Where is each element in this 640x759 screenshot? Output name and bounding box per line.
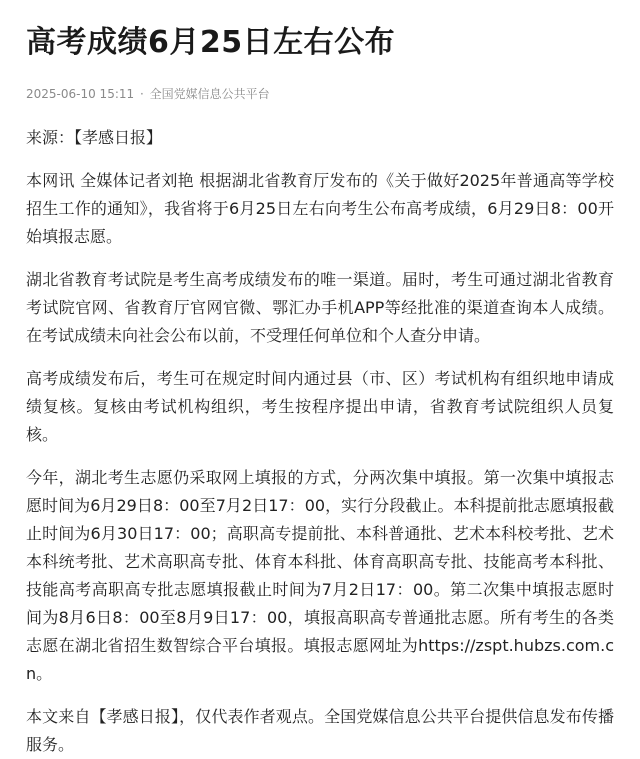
meta-separator: · xyxy=(139,87,144,101)
paragraph-4: 今年，湖北考生志愿仍采取网上填报的方式，分两次集中填报。第一次集中填报志愿时间为6月29日8：00至7月2日17：00，实行分段截止。本科提前批志愿填报截止时间为6月30日17：00；高职高专提前批、本科普通批、艺术本科校考批、艺术本科统考批、艺术高职高专批、体育本科批、体育高职高专批、技能高考本科批、技能高考高职高专批志愿填报截止时间为7月2日17：00。第二次集中填报志愿时间为8月6日8：00至8月9日17：00，填报高职高专普通批志愿。所有考生的各类志愿在湖北省招生数智综合平台填报。填报志愿网址为https://zspt.hubzs.com.cn。 xyxy=(26,468,614,683)
paragraph-5: 本文来自【孝感日报】，仅代表作者观点。全国党媒信息公共平台提供信息发布传播服务。 xyxy=(26,707,614,754)
publish-datetime: 2025-06-10 15:11 xyxy=(26,87,135,101)
article-title: 高考成绩6月25日左右公布 xyxy=(26,25,396,60)
paragraph-2: 湖北省教育考试院是考生高考成绩发布的唯一渠道。届时，考生可通过湖北省教育考试院官网、省教育厅官网官微、鄂汇办手机APP等经批准的渠道查询本人成绩。在考试成绩未向社会公布以前，不受理任何单位和个人查分申请。 xyxy=(26,270,614,345)
source-line: 来源：【孝感日报】 xyxy=(26,128,163,147)
article-meta xyxy=(26,86,614,102)
publisher-name[interactable]: 全国党媒信息公共平台 xyxy=(149,87,270,101)
paragraph-1: 本网讯 全媒体记者刘艳 根据湖北省教育厅发布的《关于做好2025年普通高等学校招生工作的通知》，我省将于6月25日左右向考生公布高考成绩，6月29日8：00开始填报志愿。 xyxy=(26,171,614,246)
paragraph-3: 高考成绩发布后，考生可在规定时间内通过县（市、区）考试机构有组织地申请成绩复核。复核由考试机构组织，考生按程序提出申请，省教育考试院组织人员复核。 xyxy=(26,369,614,444)
